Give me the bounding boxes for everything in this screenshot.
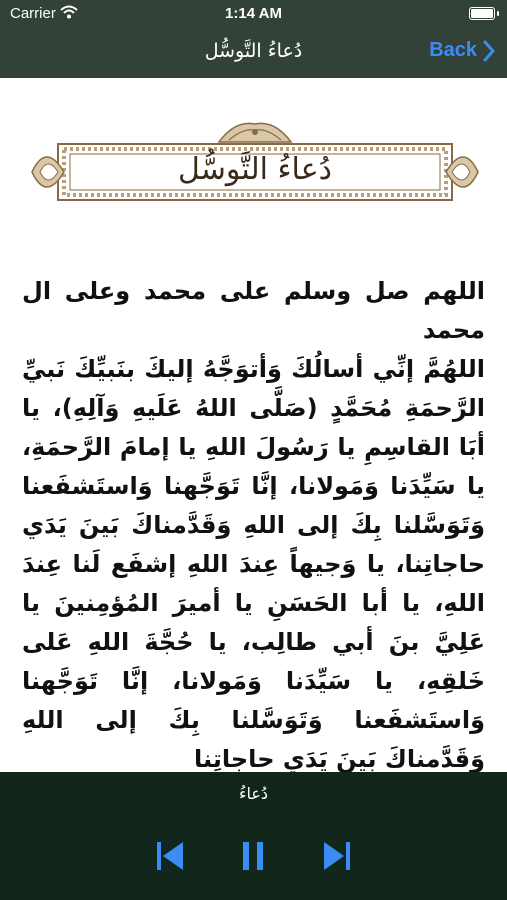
title-banner: [30, 118, 480, 208]
audio-player: [0, 772, 507, 900]
prayer-paragraph: اللهُمَّ إنِّي أسالُكَ وَأتوَجَّهُ إليكَ بنَبيِّكَ نَبيِّ الرَّحمَةِ مُحَمَّدٍ (صَلَّى اللهُ عَلَيهِ وَآلِهِ)، يا أبَا القاسِمِ يا رَسُولَ اللهِ يا إمامَ الرَّحمَةِ، يا سَيِّدَنا وَمَولانا، إنَّا تَوَجَّهنا وَاستَشفَعنا وَتَوَسَّلنا بِكَ إلى اللهِ وَقَدَّمناكَ بَينَ يَدَي حاجاتِنا، يا وَجيهاً عِندَ اللهِ إشفَع لَنا عِندَ اللهِ، يا أبا الحَسَنِ يا أميرَ المُؤمِنينَ يا عَلِيَّ بنَ أبي طالِب، يا حُجَّةَ اللهِ عَلى خَلقِهِ، يا سَيِّدَنا وَمَولانا، إنَّا تَوَجَّهنا وَاستَشفَعنا وَتَوَسَّلنا بِكَ إلى اللهِ وَقَدَّمناكَ بَينَ يَدَي حاجاتِنا: [22, 355, 485, 772]
carrier-label: Carrier: [10, 5, 56, 22]
skip-back-icon[interactable]: [157, 842, 183, 874]
back-label: Back: [429, 39, 477, 61]
battery-icon: [469, 7, 495, 20]
status-time: 1:14 AM: [225, 5, 282, 22]
prayer-paragraph: اللهم صل وسلم على محمد وعلى ال محمد: [22, 277, 485, 344]
navigation-bar: [0, 28, 507, 78]
prayer-text: [22, 272, 485, 772]
banner-title: دُعاءُ التَّوسُّل: [178, 152, 332, 187]
pause-icon[interactable]: [243, 842, 265, 874]
back-button[interactable]: [429, 39, 495, 62]
chevron-right-icon: [483, 40, 495, 62]
track-label: دُعاءُ: [238, 784, 269, 803]
status-bar: [0, 0, 507, 28]
page-title: دُعاءُ التَّوسُّل: [204, 40, 303, 62]
skip-forward-icon[interactable]: [324, 842, 350, 874]
